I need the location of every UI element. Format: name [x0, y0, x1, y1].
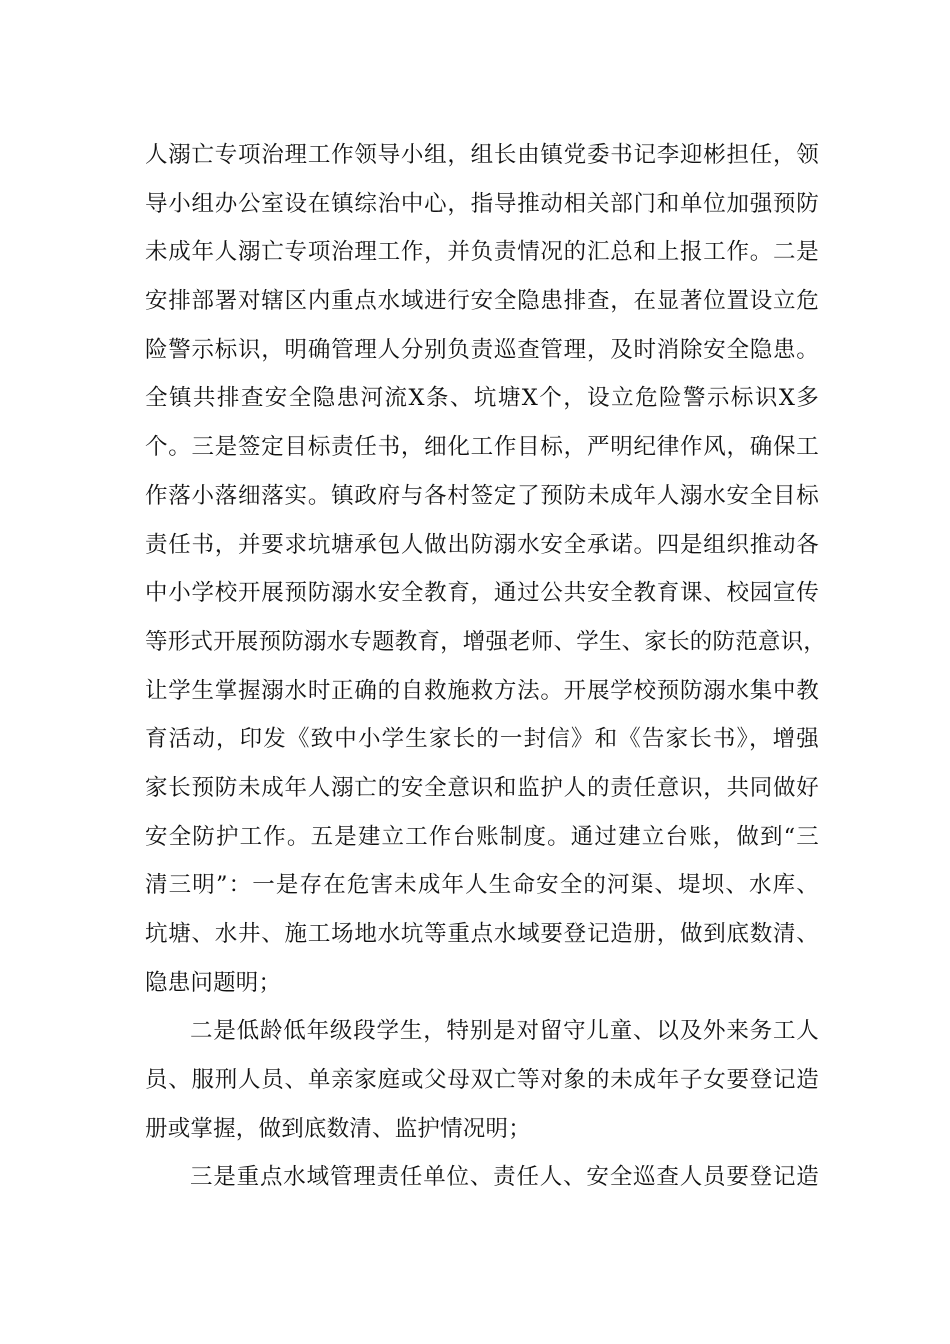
document-body	[145, 131, 827, 1202]
text-line: 安全防护工作。五是建立工作台账制度。通过建立台账，做到“三	[145, 823, 819, 850]
text-line-indented: 二是低龄低年级段学生，特别是对留守儿童、以及外来务工人	[190, 1018, 819, 1045]
text-line: 中小学校开展预防溺水安全教育，通过公共安全教育课、校园宣传	[145, 580, 819, 607]
text-line: 坑塘、水井、施工场地水坑等重点水域要登记造册，做到底数清、	[145, 921, 819, 947]
text-line: 隐患问题明；	[145, 969, 282, 996]
text-line: 责任书，并要求坑塘承包人做出防溺水安全承诺。四是组织推动各	[145, 531, 819, 558]
text-line: 险警示标识，明确管理人分别负责巡查管理，及时消除安全隐患。	[145, 336, 819, 363]
text-line: 等形式开展预防溺水专题教育，增强老师、学生、家长的防范意识，	[145, 628, 827, 655]
text-line: 家长预防未成年人溺亡的安全意识和监护人的责任意识，共同做好	[145, 774, 819, 801]
text-line: 人溺亡专项治理工作领导小组，组长由镇党委书记李迎彬担任，领	[145, 142, 819, 168]
text-line: 清三明”：一是存在危害未成年人生命安全的河渠、堤坝、水库、	[145, 872, 819, 899]
text-line: 育活动，印发《致中小学生家长的一封信》和《告家长书》，增强	[145, 726, 819, 753]
text-line: 作落小落细落实。镇政府与各村签定了预防未成年人溺水安全目标	[145, 482, 819, 509]
text-line: 让学生掌握溺水时正确的自救施救方法。开展学校预防溺水集中教	[145, 677, 819, 704]
text-line: 册或掌握，做到底数清、监护情况明；	[145, 1115, 531, 1142]
text-line: 个。三是签定目标责任书，细化工作目标，严明纪律作风，确保工	[145, 434, 819, 461]
text-line: 员、服刑人员、单亲家庭或父母双亡等对象的未成年子女要登记造	[145, 1067, 819, 1094]
text-line: 安排部署对辖区内重点水域进行安全隐患排查，在显著位置设立危	[145, 288, 819, 315]
text-line: 导小组办公室设在镇综治中心，指导推动相关部门和单位加强预防	[145, 190, 819, 217]
text-line-indented: 三是重点水域管理责任单位、责任人、安全巡查人员要登记造	[190, 1164, 819, 1191]
text-line: 未成年人溺亡专项治理工作，并负责情况的汇总和上报工作。二是	[145, 239, 819, 266]
text-line: 全镇共排查安全隐患河流X条、坑塘X个，设立危险警示标识X多	[145, 385, 819, 412]
